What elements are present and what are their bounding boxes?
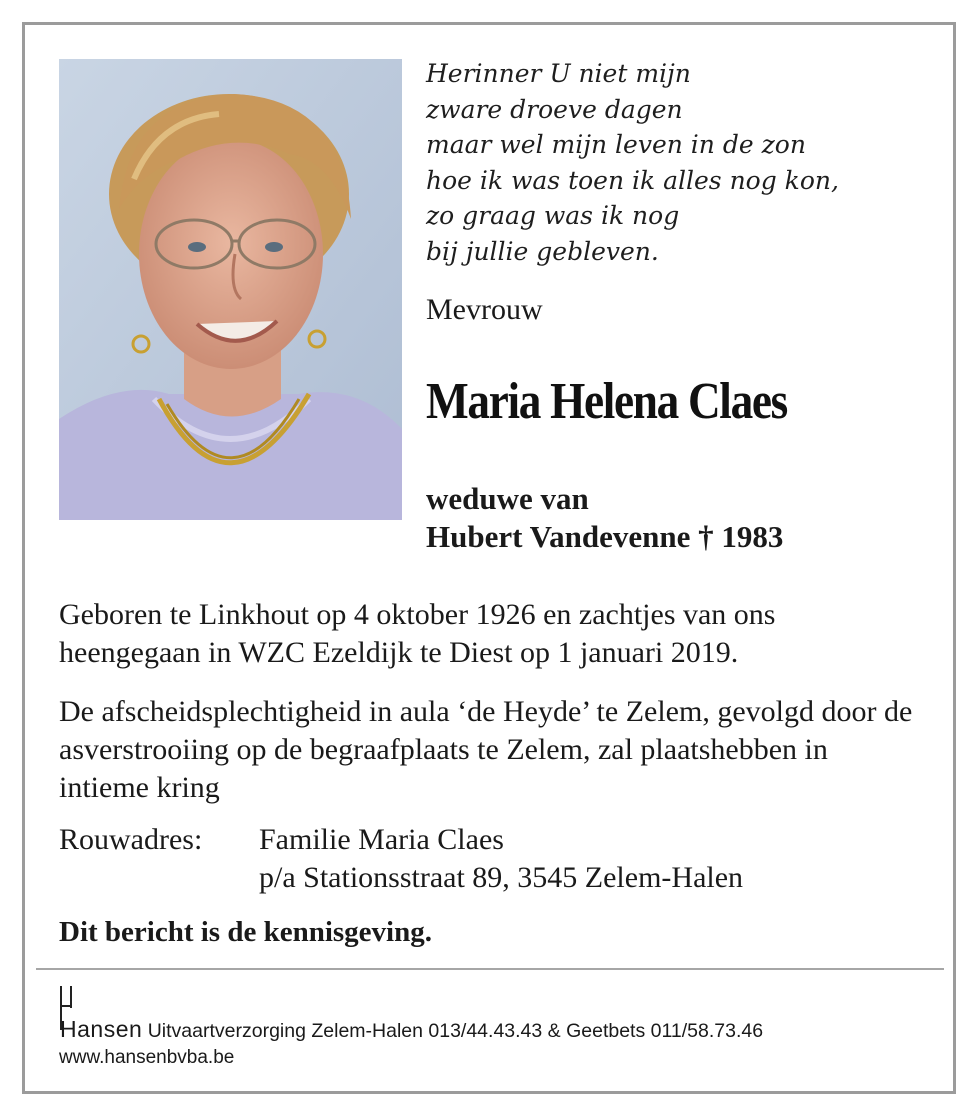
ceremony-paragraph: De afscheidsplechtigheid in aula ‘de Heyde’ te Zelem, gevolgd door de asverstrooiing op de begraafplaats te Zelem, zal plaatshebben in intieme kring xyxy=(59,695,913,804)
portrait-photo xyxy=(59,59,402,520)
poem-line: zo graag was ik nog xyxy=(426,201,680,230)
address-label: Rouwadres: xyxy=(59,823,203,856)
poem-line: Herinner U niet mijn xyxy=(426,59,691,88)
footer-url[interactable]: www.hansenbvba.be xyxy=(59,1047,235,1068)
address-line-1: Familie Maria Claes xyxy=(259,823,504,856)
poem-line: maar wel mijn leven in de zon xyxy=(426,130,806,159)
divider xyxy=(36,968,944,970)
spouse-name: Hubert Vandevenne † 1983 xyxy=(426,519,784,554)
poem-line: zware droeve dagen xyxy=(426,94,683,124)
poem xyxy=(426,56,926,269)
footer-contact-text: Uitvaartverzorging Zelem-Halen 013/44.43.43 & Geetbets 011/58.73.46 xyxy=(147,1020,764,1042)
notice-text: Dit bericht is de kennisgeving. xyxy=(59,916,432,948)
birth-death-paragraph: Geboren te Linkhout op 4 oktober 1926 en zachtjes van ons heengegaan in WZC Ezeldijk te Diest op 1 januari 2019. xyxy=(59,598,776,669)
salutation: Mevrouw xyxy=(426,293,543,326)
address-line-2: p/a Stationsstraat 89, 3545 Zelem-Halen xyxy=(259,861,744,894)
footer-brand: Hansen xyxy=(60,1016,143,1042)
widow-of xyxy=(426,480,783,556)
poem-line: hoe ik was toen ik alles nog kon, xyxy=(426,165,839,195)
widow-of-label: weduwe van xyxy=(426,481,589,516)
poem-line: bij jullie gebleven. xyxy=(426,236,659,266)
deceased-name: Maria Helena Claes xyxy=(426,373,787,430)
footer-contact xyxy=(59,1016,763,1043)
